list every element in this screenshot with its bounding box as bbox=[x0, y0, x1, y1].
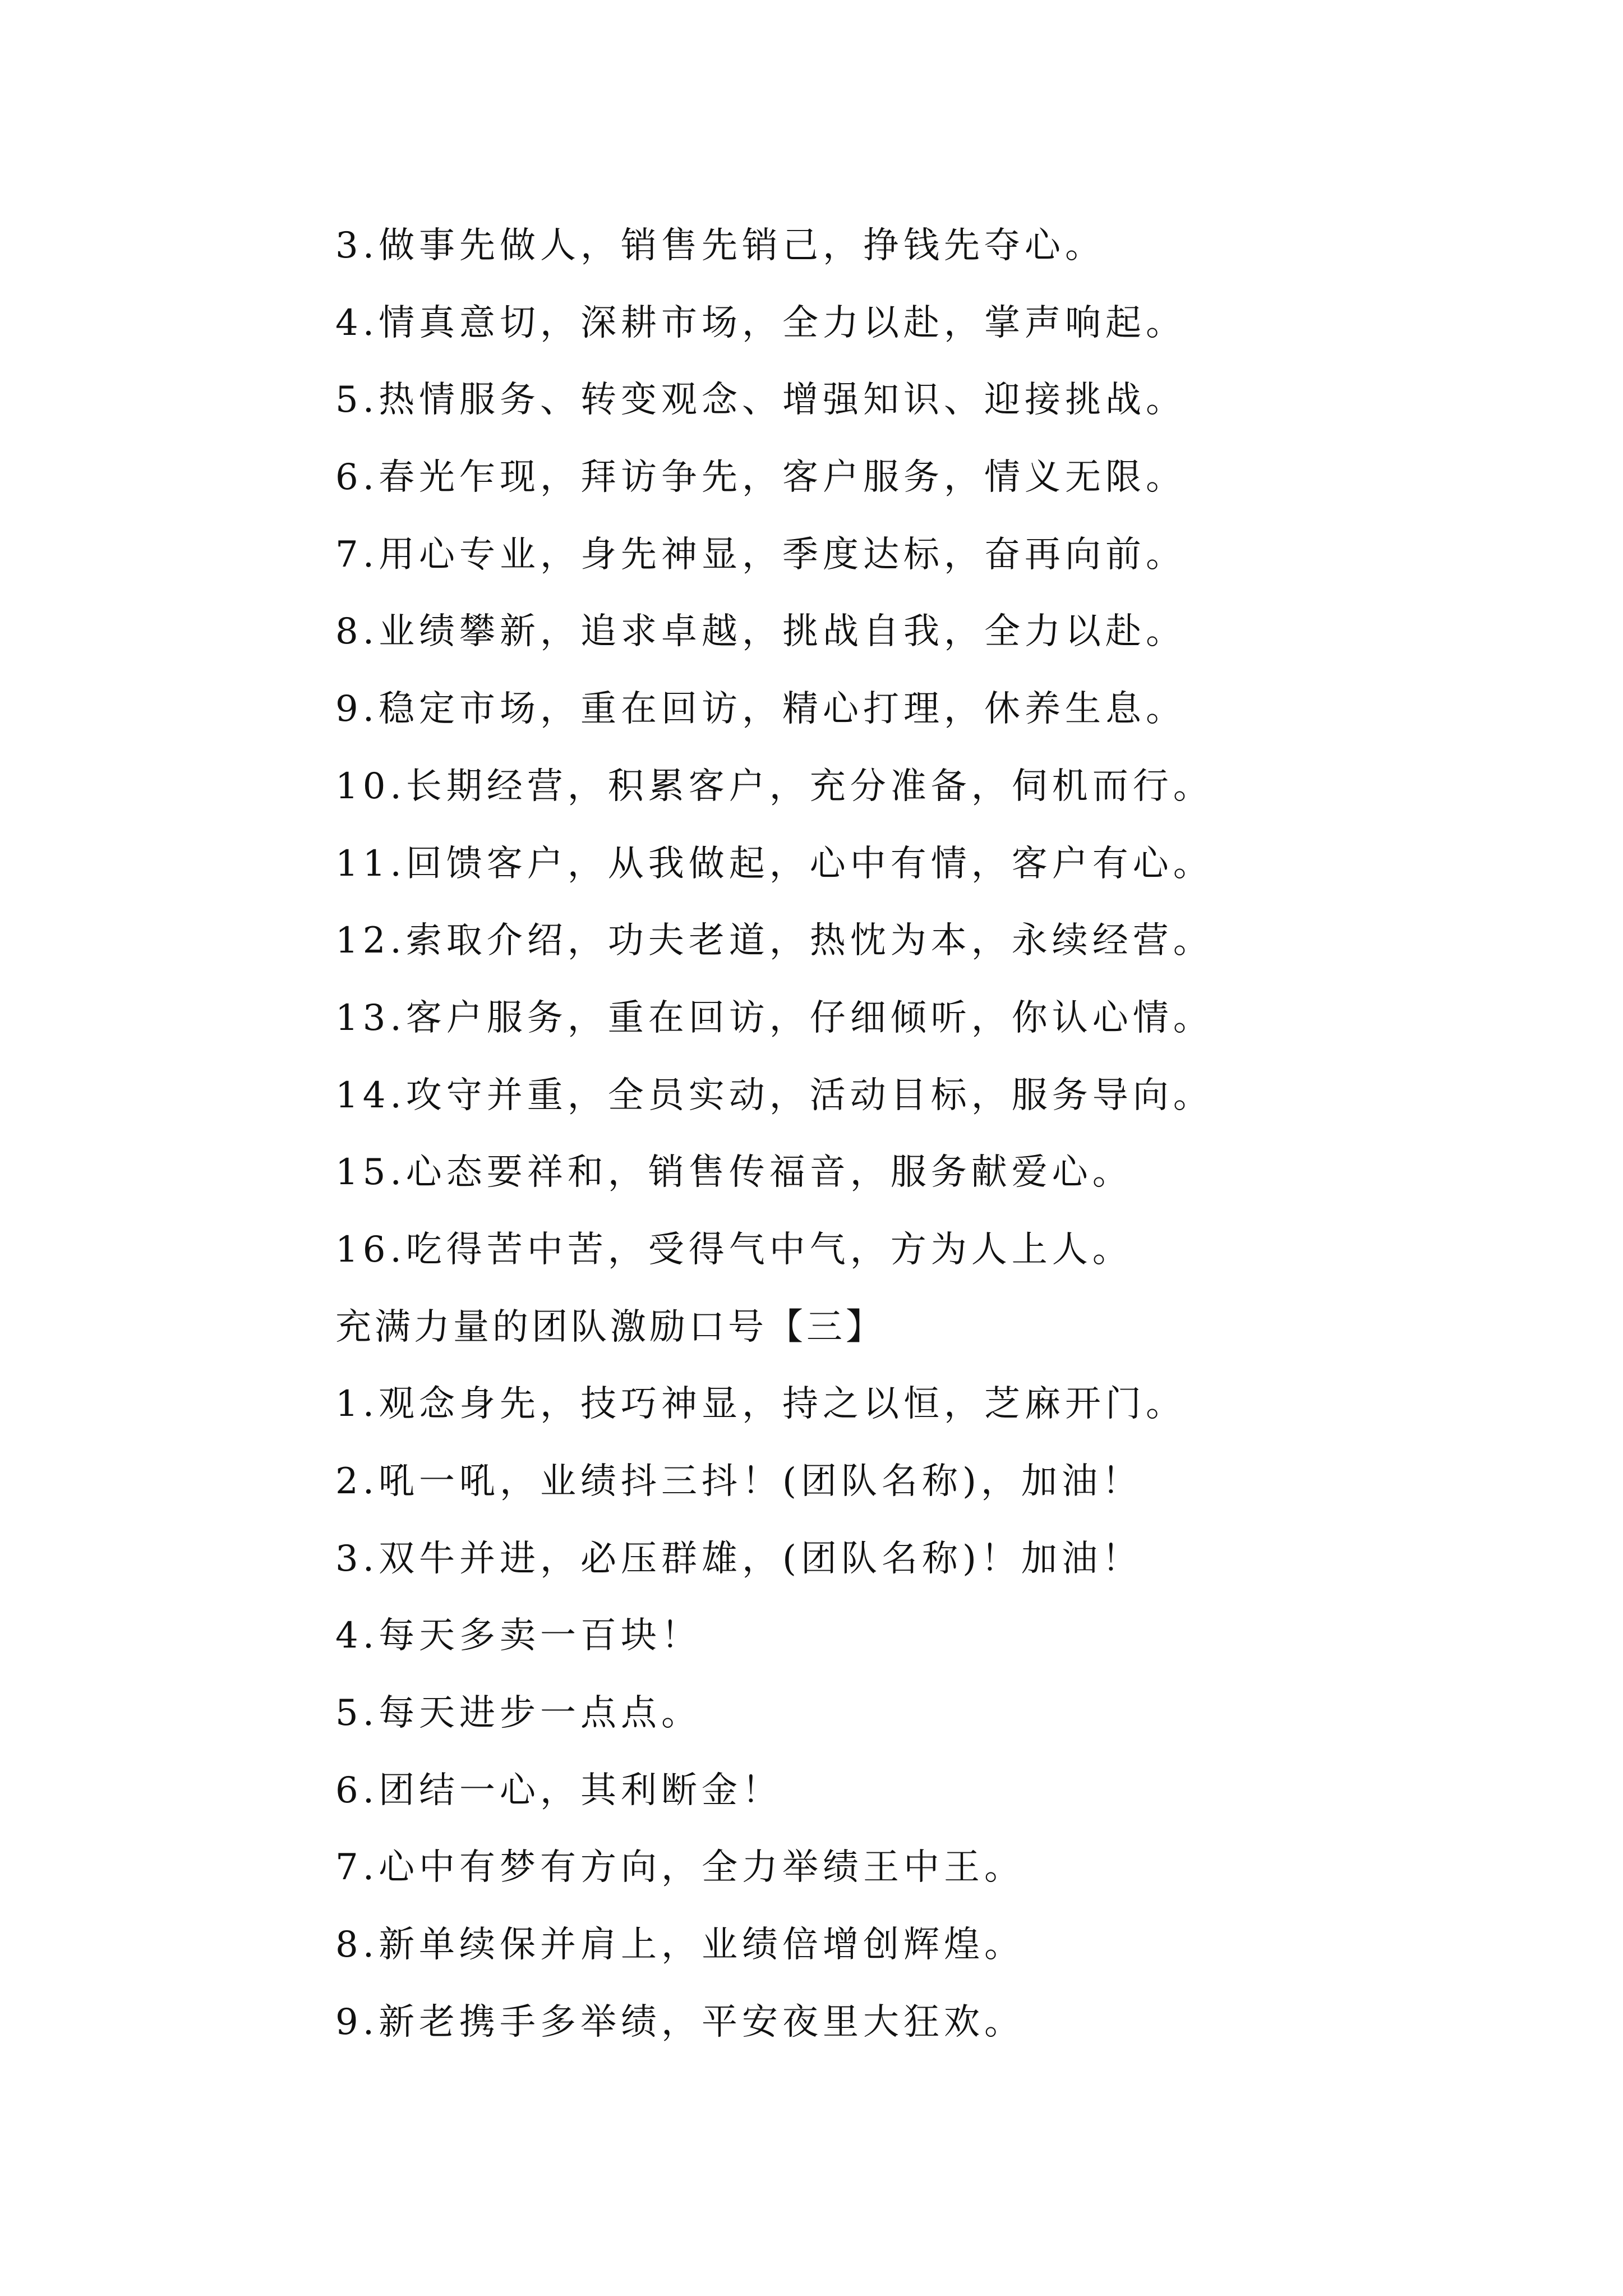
section-heading: 充满力量的团队激励口号【三】 bbox=[335, 1306, 885, 1348]
slogan-line: 4.情真意切，深耕市场，全力以赴，掌声响起。 bbox=[335, 302, 1187, 344]
slogan-line: 13.客户服务，重在回访，仔细倾听，你认心情。 bbox=[335, 997, 1214, 1039]
slogan-line: 7.用心专业，身先神显，季度达标，奋再向前。 bbox=[335, 533, 1187, 576]
slogan-line: 15.心态要祥和，销售传福音，服务献爱心。 bbox=[335, 1152, 1133, 1194]
slogan-line: 2.吼一吼，业绩抖三抖！(团队名称)，加油！ bbox=[335, 1461, 1142, 1502]
slogan-line: 9.稳定市场，重在回访，精心打理，休养生息。 bbox=[335, 688, 1187, 730]
slogan-line: 5.每天进步一点点。 bbox=[335, 1692, 702, 1734]
slogan-line: 8.新单续保并肩上，业绩倍增创辉煌。 bbox=[335, 1924, 1025, 1966]
slogan-line: 7.心中有梦有方向，全力举绩王中王。 bbox=[335, 1847, 1025, 1889]
document-body bbox=[335, 208, 1345, 2062]
slogan-line: 1.观念身先，技巧神显，持之以恒，芝麻开门。 bbox=[335, 1383, 1187, 1425]
slogan-line: 10.长期经营，积累客户，充分准备，伺机而行。 bbox=[335, 765, 1214, 807]
slogan-line: 3.双牛并进，必压群雄，(团队名称)！加油！ bbox=[335, 1538, 1142, 1580]
slogan-line: 6.团结一心，其利断金！ bbox=[335, 1769, 783, 1811]
slogan-line: 9.新老携手多举绩，平安夜里大狂欢。 bbox=[335, 2001, 1025, 2043]
slogan-line: 11.回馈客户，从我做起，心中有情，客户有心。 bbox=[335, 843, 1214, 885]
slogan-line: 3.做事先做人，销售先销己，挣钱先夺心。 bbox=[335, 225, 1106, 266]
slogan-line: 12.索取介绍，功夫老道，热忱为本，永续经营。 bbox=[335, 920, 1214, 962]
slogan-line: 14.攻守并重，全员实动，活动目标，服务导向。 bbox=[335, 1074, 1214, 1116]
slogan-line: 16.吃得苦中苦，受得气中气，方为人上人。 bbox=[335, 1228, 1133, 1271]
slogan-line: 6.春光乍现，拜访争先，客户服务，情义无限。 bbox=[335, 457, 1187, 499]
slogan-line: 4.每天多卖一百块！ bbox=[335, 1615, 702, 1657]
slogan-line: 8.业绩攀新，追求卓越，挑战自我，全力以赴。 bbox=[335, 611, 1187, 653]
slogan-line: 5.热情服务、转变观念、增强知识、迎接挑战。 bbox=[335, 379, 1187, 421]
